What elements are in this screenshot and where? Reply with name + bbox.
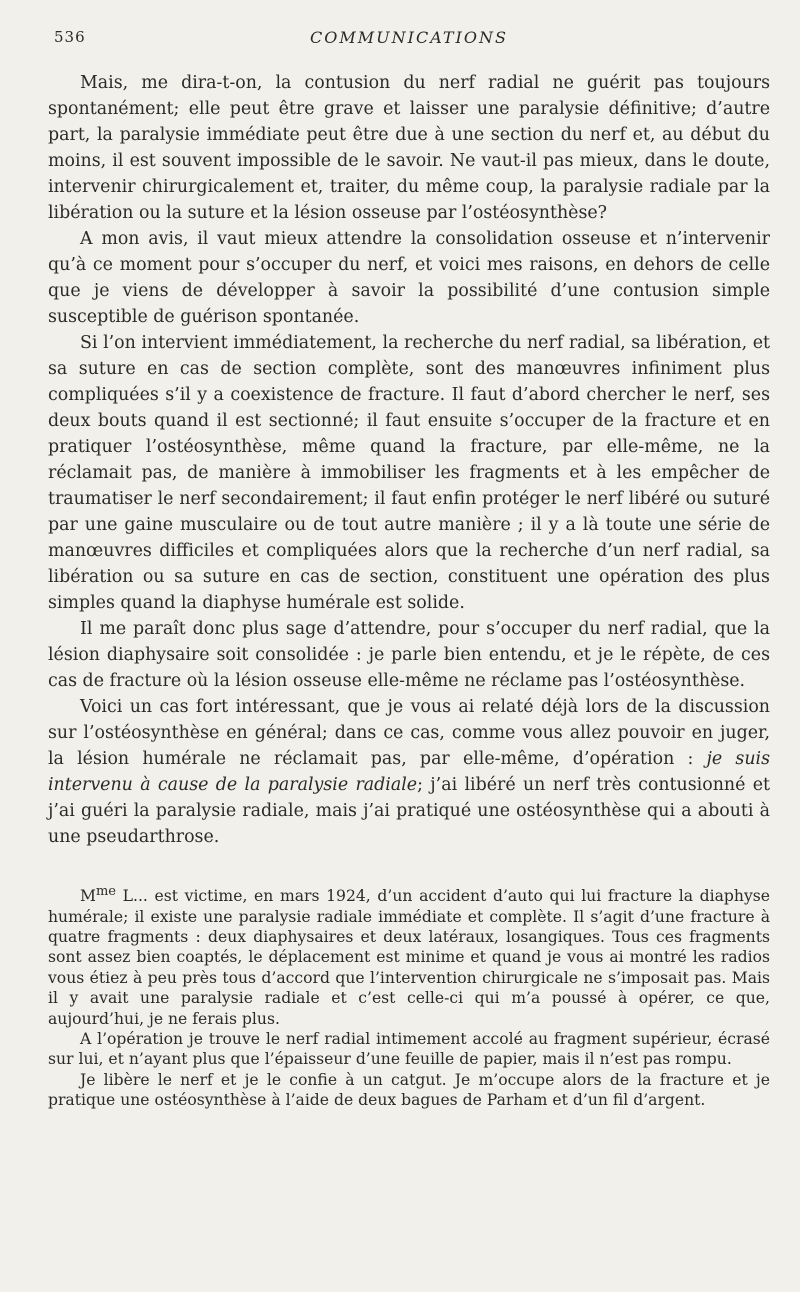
running-title: COMMUNICATIONS: [310, 28, 508, 47]
case-paragraph: Je libère le nerf et je le confie à un catgut. Je m’occupe alors de la fracture et je pratique une ostéosynthèse à l’aide de deux bagues de Parham et d’un fil d’argent.: [48, 1070, 770, 1110]
paragraph: Il me paraît donc plus sage d’attendre, pour s’occuper du nerf radial, que la lésion diaphysaire soit consolidée : je parle bien entendu, et je le répète, de ces cas de fracture où la lésion osseuse elle-même ne réclame pas l’ostéosynthèse.: [48, 619, 770, 691]
italic-emphasis: je suis intervenu à cause de la paralysie radiale: [48, 749, 771, 795]
paragraph: Si l’on intervient immédiatement, la recherche du nerf radial, sa libération, et sa suture en cas de section complète, sont des manœuvres infiniment plus compliquées s’il y a coexistence de fracture. Il faut d’abord chercher le nerf, ses deux bouts quand il est sectionné; il faut ensuite s’occuper de la fracture et en pratiquer l’ostéosynthèse, même quand la fracture, par elle-même, ne la réclamait pas, de manière à immobiliser les fragments et à les empêcher de traumatiser le nerf secondairement; il faut enfin protéger le nerf libéré ou suturé par une gaine musculaire ou de tout autre manière ; il y a là toute une série de manœuvres difficiles et compliquées alors que la recherche d’un nerf radial, sa libération ou sa suture en cas de section, constituent une opération des plus simples quand la diaphyse humérale est solide.: [48, 333, 770, 613]
case-text: L... est victime, en mars 1924, d’un accident d’auto qui lui fracture la diaphyse humérale; il existe une paralysie radiale immédiate et complète. Il s’agit d’une fracture à quatre fragments : deux diaphysaires et deux latéraux, losangiques. Tous ces fragments sont assez bien coaptés, le déplacement est minime et quand je vous ai montré les radios vous étiez à peu près tous d’accord que l’intervention chirurgicale ne s’imposait pas. Mais il y avait une paralysie radiale et c’est celle-ci qui m’a poussé à opérer, ce que, aujourd’hui, je ne ferais plus.: [48, 887, 770, 1028]
case-paragraph: [48, 882, 770, 1029]
main-text: [48, 70, 770, 850]
patient-title: M: [80, 887, 96, 906]
paragraph-text: Voici un cas fort intéressant, que je vous ai relaté déjà lors de la discussion sur l’ostéosynthèse en général; dans ce cas, comme vous allez pouvoir en juger, la lésion humérale ne réclamait pas, par elle-même, d’opération :: [48, 697, 770, 769]
paragraph: Mais, me dira-t-on, la contusion du nerf radial ne guérit pas toujours spontanément; elle peut être grave et laisser une paralysie définitive; d’autre part, la paralysie immédiate peut être due à une section du nerf et, au début du moins, il est souvent impossible de le savoir. Ne vaut-il pas mieux, dans le doute, intervenir chirurgicalement et, traiter, du même coup, la paralysie radiale par la libération ou la suture et la lésion osseuse par l’ostéosynthèse?: [48, 73, 770, 223]
patient-title-superscript: me: [95, 884, 116, 899]
paragraph: [48, 694, 770, 850]
paragraph: A mon avis, il vaut mieux attendre la consolidation osseuse et n’intervenir qu’à ce moment pour s’occuper du nerf, et voici mes raisons, en dehors de celle que je viens de développer à savoir la possibilité d’une contusion simple susceptible de guérison spontanée.: [48, 229, 770, 327]
case-paragraph: A l’opération je trouve le nerf radial intimement accolé au fragment supérieur, écrasé sur lui, et n’ayant plus que l’épaisseur d’une feuille de papier, mais il n’est pas rompu.: [48, 1030, 770, 1069]
paragraph-text: ; j’ai libéré un nerf très contusionné et j’ai guéri la paralysie radiale, mais j’ai pratiqué une ostéosynthèse qui a abouti à une pseudarthrose.: [48, 775, 771, 847]
running-header: [48, 28, 770, 54]
case-report: [48, 882, 770, 1111]
page-number: 536: [54, 28, 86, 46]
